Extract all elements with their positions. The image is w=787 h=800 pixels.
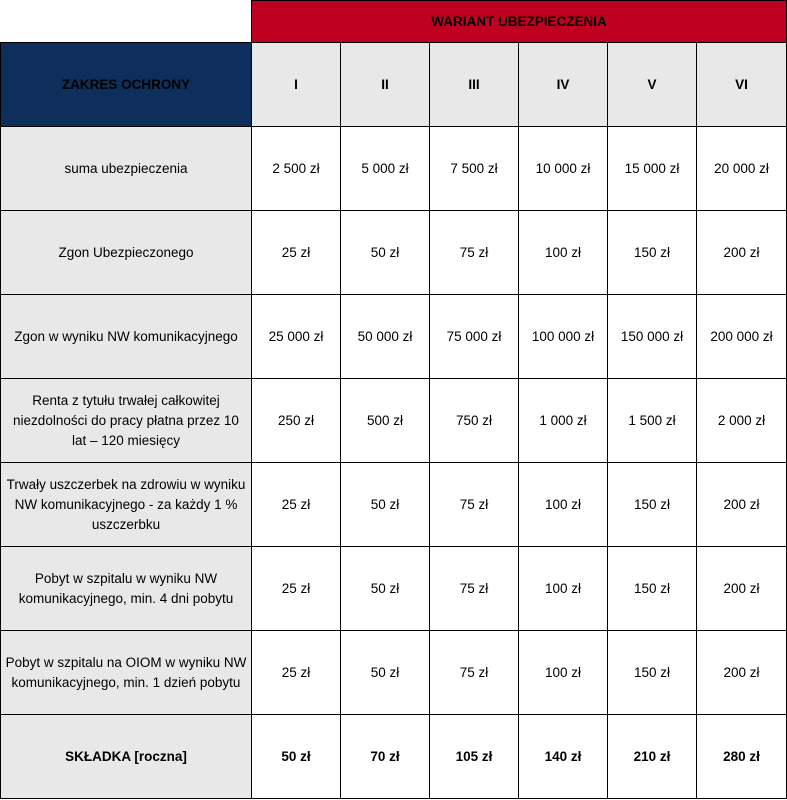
table-row: [1, 127, 787, 211]
coverage-label: Zgon Ubezpieczonego: [1, 211, 252, 295]
table-row: [1, 211, 787, 295]
coverage-value: 100 000 zł: [519, 295, 608, 379]
coverage-value: 75 zł: [430, 211, 519, 295]
coverage-value: 1 500 zł: [608, 379, 697, 463]
coverage-value: 200 zł: [697, 631, 787, 715]
coverage-value: 100 zł: [519, 463, 608, 547]
variant-column-header: V: [608, 43, 697, 127]
premium-row: [1, 715, 787, 799]
coverage-value: 150 zł: [608, 631, 697, 715]
table-row: [1, 379, 787, 463]
premium-value: 70 zł: [341, 715, 430, 799]
coverage-value: 25 zł: [252, 211, 341, 295]
premium-label: SKŁADKA [roczna]: [1, 715, 252, 799]
coverage-value: 200 zł: [697, 211, 787, 295]
coverage-value: 20 000 zł: [697, 127, 787, 211]
premium-value: 280 zł: [697, 715, 787, 799]
scope-header: ZAKRES OCHRONY: [1, 43, 252, 127]
coverage-label: Trwały uszczerbek na zdrowiu w wyniku NW komunikacyjnego - za każdy 1 % uszczerbku: [1, 463, 252, 547]
coverage-value: 10 000 zł: [519, 127, 608, 211]
coverage-value: 500 zł: [341, 379, 430, 463]
coverage-label: suma ubezpieczenia: [1, 127, 252, 211]
coverage-value: 25 zł: [252, 463, 341, 547]
coverage-value: 100 zł: [519, 631, 608, 715]
coverage-value: 200 zł: [697, 547, 787, 631]
variant-header: WARIANT UBEZPIECZENIA: [252, 1, 787, 43]
coverage-value: 25 zł: [252, 547, 341, 631]
coverage-value: 100 zł: [519, 547, 608, 631]
coverage-value: 75 000 zł: [430, 295, 519, 379]
table-row: [1, 295, 787, 379]
variant-column-header: VI: [697, 43, 787, 127]
variant-column-header: II: [341, 43, 430, 127]
premium-value: 140 zł: [519, 715, 608, 799]
variant-column-header: I: [252, 43, 341, 127]
coverage-rows: [1, 127, 787, 799]
coverage-value: 2 500 zł: [252, 127, 341, 211]
coverage-label: Pobyt w szpitalu na OIOM w wyniku NW komunikacyjnego, min. 1 dzień pobytu: [1, 631, 252, 715]
coverage-value: 75 zł: [430, 631, 519, 715]
coverage-value: 15 000 zł: [608, 127, 697, 211]
coverage-value: 200 000 zł: [697, 295, 787, 379]
coverage-value: 75 zł: [430, 463, 519, 547]
table-row: [1, 547, 787, 631]
coverage-value: 150 zł: [608, 211, 697, 295]
coverage-label: Renta z tytułu trwałej całkowitej niezdolności do pracy płatna przez 10 lat – 120 miesięcy: [1, 379, 252, 463]
coverage-value: 250 zł: [252, 379, 341, 463]
coverage-value: 5 000 zł: [341, 127, 430, 211]
premium-value: 210 zł: [608, 715, 697, 799]
coverage-label: Pobyt w szpitalu w wyniku NW komunikacyjnego, min. 4 dni pobytu: [1, 547, 252, 631]
coverage-value: 100 zł: [519, 211, 608, 295]
coverage-value: 50 zł: [341, 631, 430, 715]
coverage-value: 50 zł: [341, 547, 430, 631]
variant-column-header: IV: [519, 43, 608, 127]
coverage-value: 75 zł: [430, 547, 519, 631]
premium-value: 50 zł: [252, 715, 341, 799]
coverage-value: 7 500 zł: [430, 127, 519, 211]
table-row: [1, 463, 787, 547]
coverage-value: 50 zł: [341, 211, 430, 295]
coverage-value: 50 000 zł: [341, 295, 430, 379]
coverage-label: Zgon w wyniku NW komunikacyjnego: [1, 295, 252, 379]
coverage-value: 1 000 zł: [519, 379, 608, 463]
coverage-value: 25 000 zł: [252, 295, 341, 379]
coverage-value: 200 zł: [697, 463, 787, 547]
variant-column-header: III: [430, 43, 519, 127]
coverage-value: 50 zł: [341, 463, 430, 547]
coverage-value: 150 zł: [608, 547, 697, 631]
coverage-value: 150 000 zł: [608, 295, 697, 379]
coverage-value: 150 zł: [608, 463, 697, 547]
table-row: [1, 631, 787, 715]
coverage-value: 2 000 zł: [697, 379, 787, 463]
empty-corner-cell: [1, 1, 252, 43]
premium-value: 105 zł: [430, 715, 519, 799]
coverage-value: 750 zł: [430, 379, 519, 463]
coverage-value: 25 zł: [252, 631, 341, 715]
